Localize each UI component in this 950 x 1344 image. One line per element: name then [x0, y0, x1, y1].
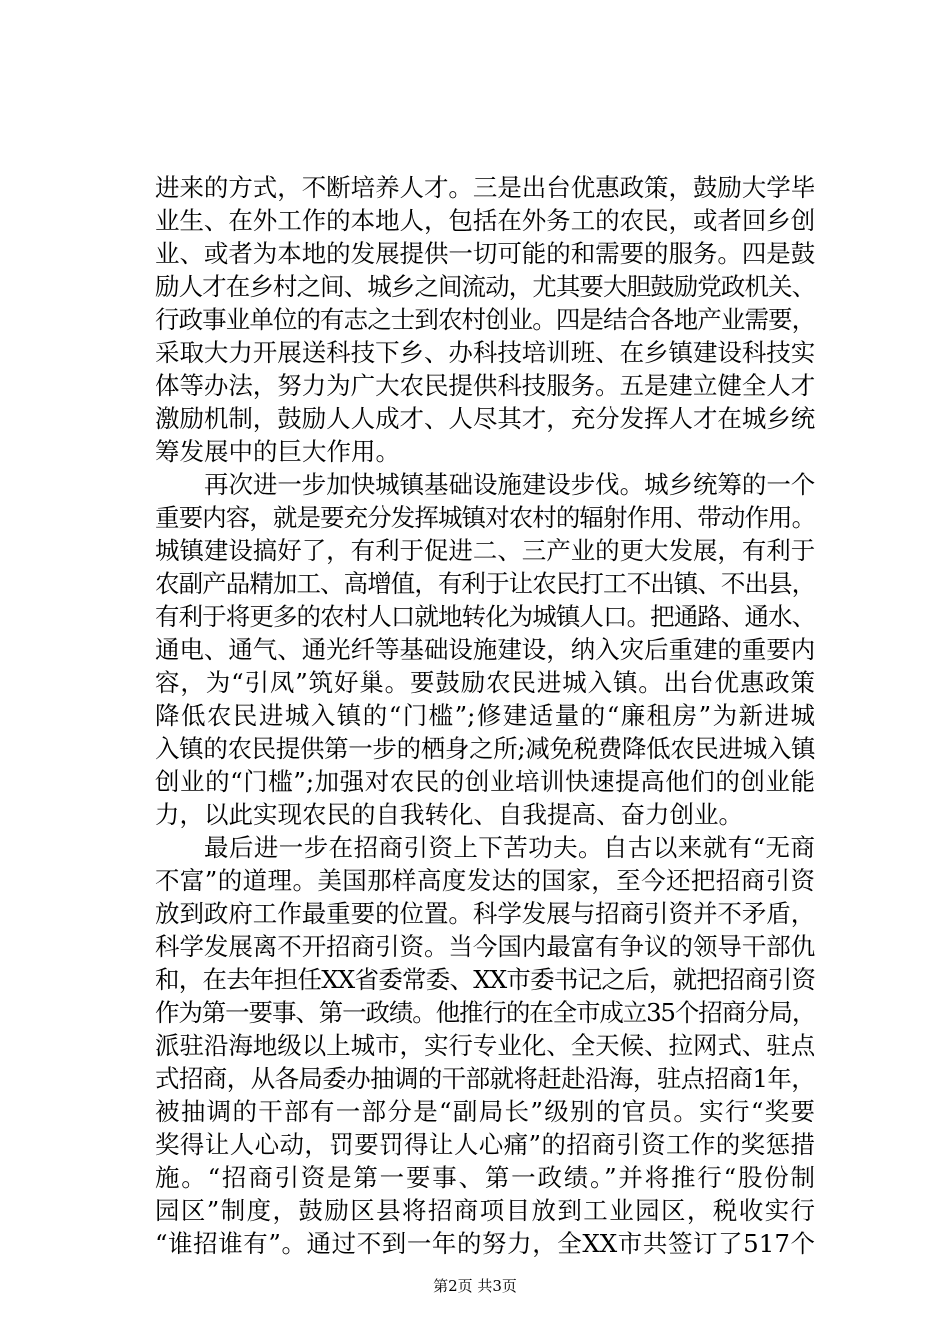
text-line: 励人才在乡村之间、城乡之间流动，尤其要大胆鼓励党政机关、 — [155, 272, 815, 301]
body-text — [155, 171, 815, 1260]
text-line: 奖得让人心动，罚要罚得让人心痛”的招商引资工作的奖惩措 — [155, 1130, 815, 1159]
text-line: 采取大力开展送科技下乡、办科技培训班、在乡镇建设科技实 — [155, 338, 815, 367]
text-line: 作为第一要事、第一政绩。他推行的在全市成立35个招商分局， — [155, 998, 815, 1027]
paragraph-start-line: 最后进一步在招商引资上下苦功夫。自古以来就有“无商 — [204, 833, 815, 862]
text-line: “谁招谁有”。通过不到一年的努力，全XX市共签订了517个 — [155, 1229, 815, 1258]
text-line: 有利于将更多的农村人口就地转化为城镇人口。把通路、通水、 — [155, 602, 815, 631]
text-line: 降低农民进城入镇的“门槛”;修建适量的“廉租房”为新进城 — [155, 701, 815, 730]
text-line: 科学发展离不开招商引资。当今国内最富有争议的领导干部仇 — [155, 932, 815, 961]
text-line: 式招商，从各局委办抽调的干部就将赶赴沿海，驻点招商1年， — [155, 1064, 815, 1093]
text-line: 行政事业单位的有志之士到农村创业。四是结合各地产业需要， — [155, 305, 815, 334]
text-line: 创业的“门槛”;加强对农民的创业培训快速提高他们的创业能 — [155, 767, 815, 796]
text-line: 不富”的道理。美国那样高度发达的国家，至今还把招商引资 — [155, 866, 815, 895]
text-line: 业生、在外工作的本地人，包括在外务工的农民，或者回乡创 — [155, 206, 815, 235]
text-line: 被抽调的干部有一部分是“副局长”级别的官员。实行“奖要 — [155, 1097, 815, 1126]
text-line: 放到政府工作最重要的位置。科学发展与招商引资并不矛盾， — [155, 899, 815, 928]
text-line: 通电、通气、通光纤等基础设施建设，纳入灾后重建的重要内 — [155, 635, 815, 664]
text-line: 筹发展中的巨大作用。 — [155, 437, 400, 466]
text-line: 激励机制，鼓励人人成才、人尽其才，充分发挥人才在城乡统 — [155, 404, 815, 433]
text-line: 园区”制度，鼓励区县将招商项目放到工业园区，税收实行 — [155, 1196, 815, 1225]
text-line: 派驻沿海地级以上城市，实行专业化、全天候、拉网式、驻点 — [155, 1031, 815, 1060]
text-line: 进来的方式，不断培养人才。三是出台优惠政策，鼓励大学毕 — [155, 173, 815, 202]
text-line: 和，在去年担任XX省委常委、XX市委书记之后，就把招商引资 — [155, 965, 815, 994]
text-line: 业、或者为本地的发展提供一切可能的和需要的服务。四是鼓 — [155, 239, 815, 268]
text-line: 入镇的农民提供第一步的栖身之所;减免税费降低农民进城入镇 — [155, 734, 815, 763]
page-number-footer: 第2页 共3页 — [433, 1277, 517, 1295]
text-line: 容，为“引凤”筑好巢。要鼓励农民进城入镇。出台优惠政策 — [155, 668, 815, 697]
text-line: 施。“招商引资是第一要事、第一政绩。”并将推行“股份制 — [155, 1163, 815, 1192]
text-line: 体等办法，努力为广大农民提供科技服务。五是建立健全人才 — [155, 371, 815, 400]
text-line: 城镇建设搞好了，有利于促进二、三产业的更大发展，有利于 — [155, 536, 815, 565]
paragraph-start-line: 再次进一步加快城镇基础设施建设步伐。城乡统筹的一个 — [204, 470, 815, 499]
text-line: 力，以此实现农民的自我转化、自我提高、奋力创业。 — [155, 800, 743, 829]
text-line: 重要内容，就是要充分发挥城镇对农村的辐射作用、带动作用。 — [155, 503, 815, 532]
text-line: 农副产品精加工、高增值，有利于让农民打工不出镇、不出县， — [155, 569, 815, 598]
